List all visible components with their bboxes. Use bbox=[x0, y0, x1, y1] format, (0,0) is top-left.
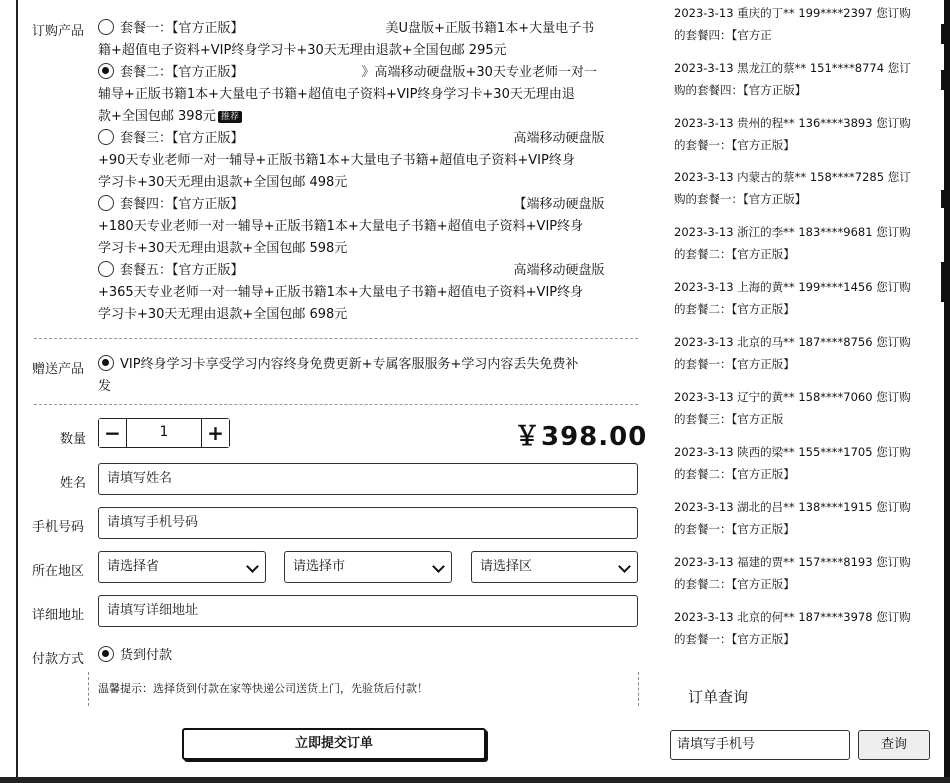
list-item: 2023-3-13 上海的黄** 199****1456 您订购 的套餐二：【官方正版】 bbox=[674, 280, 911, 316]
query-button[interactable]: 查询 bbox=[858, 730, 930, 760]
package-option-4[interactable]: 套餐四：【官方正版】 【端移动硬盘版 +180天专业老师一对一辅导+正版书籍1本+大量电子书籍+超值电子资料+VIP终身 学习卡+30天无理由退款+全国包邮 598元 bbox=[98, 197, 605, 256]
list-item: 2023-3-13 浙江的李** 183****9681 您订购 的套餐二：【官方正版】 bbox=[674, 225, 911, 261]
products-label: 订购产品 bbox=[32, 24, 85, 39]
city-select[interactable]: 请选择市 bbox=[284, 551, 452, 583]
list-item: 2023-3-13 内蒙古的蔡** 158****7285 您订 购的套餐一：【官方正版】 bbox=[674, 170, 911, 206]
address-label: 详细地址 bbox=[32, 608, 85, 623]
plus-button[interactable]: + bbox=[201, 419, 229, 447]
quantity-value[interactable]: 1 bbox=[159, 424, 169, 440]
total-price: ￥398.00 bbox=[514, 422, 648, 452]
gift-option[interactable]: VIP终身学习卡享受学习内容终身免费更新+专属客服服务+学习内容丢失免费补 发 bbox=[98, 357, 579, 394]
package-1-radio[interactable] bbox=[98, 19, 114, 35]
bottom-border bbox=[0, 777, 950, 783]
tip-border bbox=[88, 672, 89, 706]
list-item: 2023-3-13 辽宁的黄** 158****7060 您订购 的套餐三：【官方正版 bbox=[674, 390, 911, 426]
package-option-5[interactable]: 套餐五：【官方正版】 高端移动硬盘版 +365天专业老师一对一辅导+正版书籍1本+大量电子书籍+超值电子资料+VIP终身 学习卡+30天无理由退款+全国包邮 698元 bbox=[98, 263, 605, 322]
package-option-1[interactable]: 套餐一：【官方正版】 美U盘版+正版书籍1本+大量电子书 籍+超值电子资料+VIP终身学习卡+30天无理由退款+全国包邮 295元 bbox=[98, 21, 595, 58]
package-option-3[interactable]: 套餐三：【官方正版】 高端移动硬盘版 +90天专业老师一对一辅导+正版书籍1本+大量电子书籍+超值电子资料+VIP终身 学习卡+30天无理由退款+全国包邮 498元 bbox=[98, 131, 605, 190]
minus-button[interactable]: − bbox=[99, 419, 127, 447]
package-2-radio[interactable] bbox=[98, 63, 114, 79]
phone-label: 手机号码 bbox=[32, 520, 85, 535]
divider bbox=[34, 338, 638, 339]
recent-orders-list bbox=[674, 0, 936, 670]
right-border bbox=[944, 0, 950, 783]
scroll-mark bbox=[941, 190, 944, 208]
scroll-mark bbox=[941, 24, 944, 44]
address-input[interactable]: 请填写详细地址 bbox=[98, 595, 638, 627]
order-query-title: 订单查询 bbox=[688, 688, 749, 706]
name-input[interactable]: 请填写姓名 bbox=[98, 463, 638, 495]
gift-radio[interactable] bbox=[98, 355, 114, 371]
quantity-label: 数量 bbox=[60, 432, 87, 447]
package-5-radio[interactable] bbox=[98, 261, 114, 277]
package-4-radio[interactable] bbox=[98, 195, 114, 211]
package-option-2[interactable]: 套餐二：【官方正版】 》高端移动硬盘版+30天专业老师一对一 辅导+正版书籍1本+大量电子书籍+超值电子资料+VIP终身学习卡+30天无理由退 款+全国包邮 398元 推荐 bbox=[98, 65, 597, 124]
list-item: 2023-3-13 黑龙江的蔡** 151****8774 您订 购的套餐四：【官方正版】 bbox=[674, 61, 911, 97]
name-label: 姓名 bbox=[60, 476, 87, 491]
chevron-down-icon bbox=[618, 560, 631, 573]
quantity-stepper[interactable] bbox=[98, 418, 230, 448]
chevron-down-icon bbox=[246, 560, 259, 573]
list-item: 2023-3-13 陕西的梁** 155****1705 您订购 的套餐二：【官方正版】 bbox=[674, 445, 911, 481]
gift-label: 赠送产品 bbox=[32, 362, 85, 377]
payment-radio[interactable] bbox=[98, 646, 114, 662]
payment-label: 付款方式 bbox=[32, 652, 85, 667]
query-phone-input[interactable]: 请填写手机号 bbox=[670, 730, 850, 760]
tip-border bbox=[638, 672, 639, 706]
payment-option[interactable]: 货到付款 bbox=[98, 645, 643, 667]
list-item: 2023-3-13 贵州的程** 136****3893 您订购 的套餐一：【官方正版】 bbox=[674, 116, 911, 152]
list-item: 2023-3-13 北京的马** 187****8756 您订购 的套餐一：【官方正版】 bbox=[674, 335, 911, 371]
province-select[interactable]: 请选择省 bbox=[98, 551, 266, 583]
list-item: 2023-3-13 湖北的吕** 138****1915 您订购 的套餐一：【官方正版】 bbox=[674, 500, 911, 536]
warm-tip: 温馨提示：选择货到付款在家等快递公司送货上门，先验货后付款！ bbox=[98, 682, 428, 695]
scroll-mark bbox=[941, 70, 944, 90]
order-form bbox=[24, 0, 648, 777]
list-item: 2023-3-13 重庆的丁** 199****2397 您订购 的套餐四：【官方正 bbox=[674, 6, 911, 42]
phone-input[interactable]: 请填写手机号码 bbox=[98, 507, 638, 539]
region-label: 所在地区 bbox=[32, 564, 85, 579]
list-item: 2023-3-13 福建的贾** 157****8193 您订购 的套餐二：【官方正版】 bbox=[674, 555, 911, 591]
left-border bbox=[0, 0, 18, 783]
divider bbox=[34, 404, 638, 405]
list-item: 2023-3-13 北京的何** 187****3978 您订购 的套餐一：【官方正版】 bbox=[674, 610, 911, 646]
chevron-down-icon bbox=[432, 560, 445, 573]
recommend-badge: 推荐 bbox=[218, 111, 242, 123]
package-3-radio[interactable] bbox=[98, 129, 114, 145]
submit-order-button[interactable]: 立即提交订单 bbox=[182, 728, 486, 760]
scroll-mark bbox=[941, 262, 944, 302]
district-select[interactable]: 请选择区 bbox=[471, 551, 638, 583]
